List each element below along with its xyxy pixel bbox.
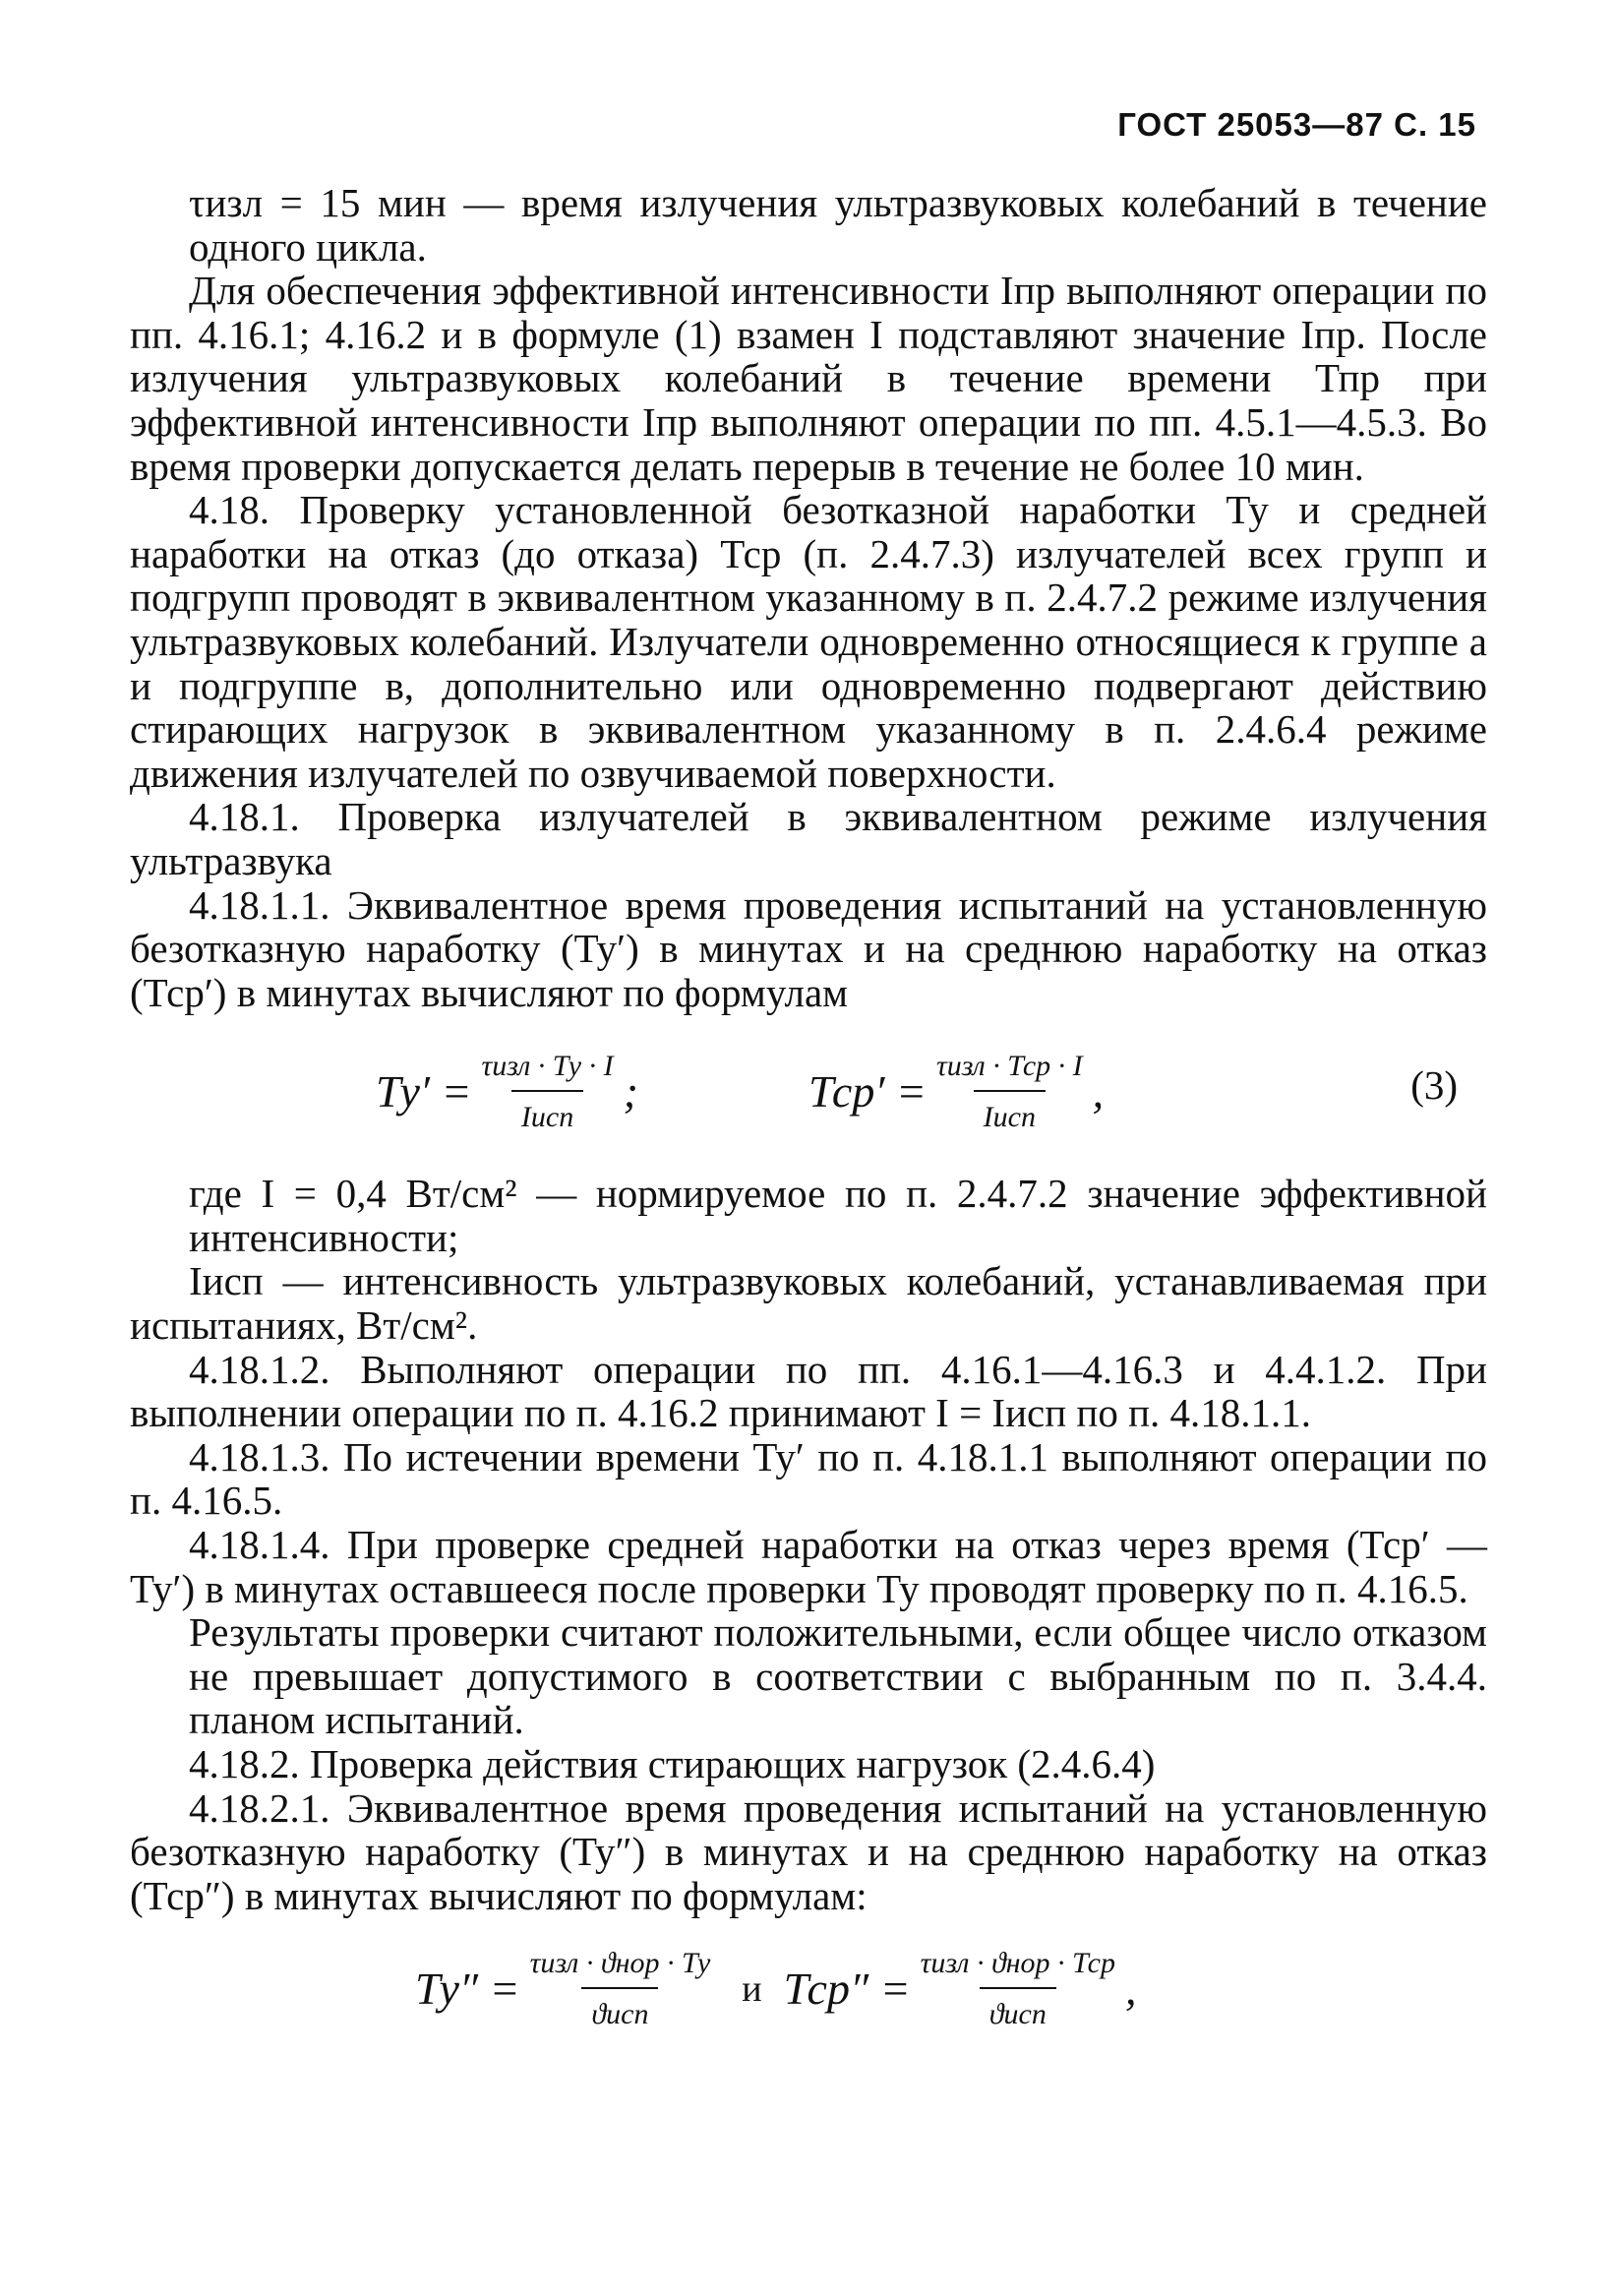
formula-4 [130,1921,1487,2057]
formula-3-lhs1: Ту′ = [376,1065,472,1117]
formula-3-den1: Iисп [511,1090,583,1140]
formula-4-lhs2: Тср″ = [783,1964,911,2015]
formula-3-number: (3) [1410,1062,1458,1109]
paragraph-4-18-1-3: 4.18.1.3. По истечении времени Ту′ по п. 4.18.1.1 выполняют операции по п. 4.16.5. [130,1433,1487,1524]
formula-4-frac1 [524,1942,717,2037]
paragraph-tau-definition: τизл = 15 мин — время излучения ультразвуковых колебаний в течение одного цикла. [189,180,1487,270]
paragraph-i-isp: Iисп — интенсивность ультразвуковых колебаний, устанавливаемая при испытаниях, Вт/см². [130,1258,1487,1349]
formula-4-conj: и [742,1968,762,2011]
page-header: ГОСТ 25053—87 С. 15 [1117,106,1476,143]
paragraph-where-i: где I = 0,4 Вт/см² — нормируемое по п. 2.4.7.2 значение эффективной интенсивности; [189,1171,1487,1260]
formula-3-den2: Iисп [974,1090,1046,1140]
formula-3-lhs2: Тср′ = [808,1065,927,1117]
paragraph-effective-intensity: Для обеспечения эффективной интенсивности Iпр выполняют операции по пп. 4.16.1; 4.16.2 и в формуле (1) взамен I подставляют значение Iпр. После излучения ультразвуковых колебаний в течение времени Тпр при эффективной интенсивности Iпр выполняют операции по пп. 4.5.1—4.5.3. Во время проверки допускается делать перерыв в течение не более 10 мин. [130,268,1487,489]
formula-3-frac1 [476,1045,620,1140]
paragraph-4-18: 4.18. Проверку установленной безотказной наработки Ту и средней наработки на отказ (до отказа) Тср (п. 2.4.7.3) излучателей всех групп и подгрупп проводят в эквивалентном указанному в п. 2.4.7.2 режиме излучения ультразвуковых колебаний. Излучатели одновременно относящиеся к группе а и подгруппе в, дополнительно или одновременно подвергают действию стирающих нагрузок в эквивалентном указанному в п. 2.4.6.4 режиме движения излучателей по озвучиваемой поверхности. [130,487,1487,796]
paragraph-4-18-2-1: 4.18.2.1. Эквивалентное время проведения испытаний на установленную безотказную наработку (Ту″) в минутах и на среднюю наработку на отказ (Тср″) в минутах вычисляют по формулам: [130,1784,1487,1918]
formula-3-frac2 [930,1045,1089,1140]
formula-4-den2: ϑисп [980,1987,1056,2037]
paragraph-4-18-1: 4.18.1. Проверка излучателей в эквивалентном режиме излучения ультразвука [130,794,1487,883]
formula-4-lhs1: Ту″ = [415,1964,520,2015]
paragraph-4-18-1-4: 4.18.1.4. При проверке средней наработки на отказ через время (Тср′ — Ту′) в минутах оставшееся после проверки Ту проводят проверку по п. 4.16.5. [130,1522,1487,1611]
formula-3-left [376,1018,638,1166]
body-text [130,181,1487,2063]
paragraph-4-18-2: 4.18.2. Проверка действия стирающих нагрузок (2.4.6.4) [189,1741,1156,1786]
formula-4-row [415,1921,1136,2057]
formula-4-den1: ϑисп [581,1987,658,2037]
formula-3-sep2: , [1092,1065,1105,1117]
formula-3-num1: τизл · Ту · I [481,1049,614,1082]
formula-4-num1: τизл · ϑнор · Ту [529,1946,711,1979]
paragraph-results: Результаты проверки считают положительными, если общее число отказом не превышает допустимого в соответствии с выбранным по п. 3.4.4. планом испытаний. [189,1609,1487,1743]
formula-3 [130,1018,1487,1166]
formula-4-sep2: , [1124,1964,1137,2015]
formula-4-frac2 [915,1942,1121,2037]
paragraph-4-18-1-2: 4.18.1.2. Выполняют операции по пп. 4.16.1—4.16.3 и 4.4.1.2. При выполнении операции по п. 4.16.2 принимают I = Iисп по п. 4.18.1.1. [130,1346,1487,1436]
formula-4-num2: τизл · ϑнор · Тср [920,1946,1115,1979]
formula-3-right [808,1018,1104,1166]
paragraph-4-18-1-1: 4.18.1.1. Эквивалентное время проведения испытаний на установленную безотказную наработку (Ту′) в минутах и на среднюю наработку на отказ (Тср′) в минутах вычисляют по формулам [130,881,1487,1015]
formula-3-num2: τизл · Тср · I [935,1049,1083,1082]
formula-3-sep1: ; [623,1065,638,1117]
